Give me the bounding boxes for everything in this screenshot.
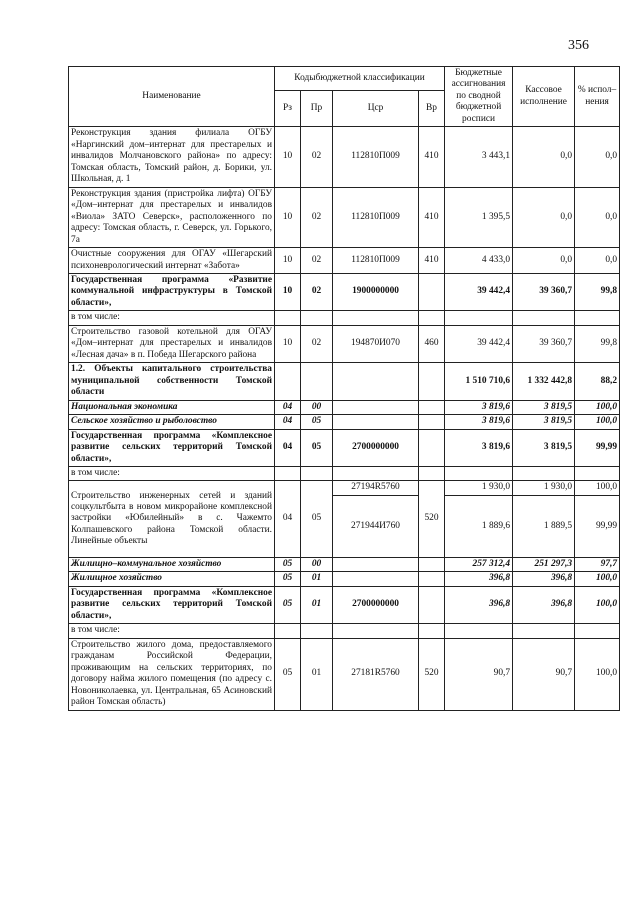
row-name: Государственная программа «Развитие коммунальной инфраструктуры в Томской области», <box>69 273 275 310</box>
row-percent <box>575 311 620 325</box>
row-vr: 460 <box>419 325 445 362</box>
row-vr: 410 <box>419 127 445 187</box>
row-budget <box>445 624 513 638</box>
row-csr <box>333 624 419 638</box>
row-pr: 02 <box>301 127 333 187</box>
row-cash: 251 297,3 <box>513 557 575 571</box>
table-row <box>69 415 620 429</box>
row-budget <box>445 311 513 325</box>
row-percent: 88,2 <box>575 363 620 400</box>
row-percent: 97,7 <box>575 557 620 571</box>
table-row <box>69 467 620 481</box>
row-csr <box>333 311 419 325</box>
row-pr: 05 <box>301 481 333 557</box>
row-pr <box>301 311 333 325</box>
row-rz <box>275 311 301 325</box>
row-name: Жилищное хозяйство <box>69 572 275 586</box>
header-csr: Цср <box>333 90 419 127</box>
row-vr: 410 <box>419 248 445 274</box>
table-row <box>69 363 620 400</box>
row-csr <box>333 557 419 571</box>
table-row <box>69 429 620 466</box>
table-row <box>69 325 620 362</box>
row-pr: 02 <box>301 273 333 310</box>
row-vr: 520 <box>419 638 445 710</box>
row-rz <box>275 624 301 638</box>
row-csr <box>333 415 419 429</box>
row-percent: 99,99 <box>575 429 620 466</box>
row-csr: 2700000000 <box>333 429 419 466</box>
row-pr <box>301 363 333 400</box>
table-row <box>69 400 620 414</box>
row-pr: 05 <box>301 415 333 429</box>
row-rz: 04 <box>275 415 301 429</box>
row-csr: 2700000000 <box>333 586 419 623</box>
row-cash: 3 819,5 <box>513 429 575 466</box>
row-budget: 3 819,6 <box>445 400 513 414</box>
row-vr: 520 <box>419 481 445 557</box>
row-pr <box>301 624 333 638</box>
row-budget: 3 819,6 <box>445 429 513 466</box>
row-name: Очистные сооружения для ОГАУ «Шегарский психоневрологический интернат «Забота» <box>69 248 275 274</box>
row-percent: 100,0 <box>575 572 620 586</box>
table-row <box>69 273 620 310</box>
row-csr: 1900000000 <box>333 273 419 310</box>
row-name: Жилищно–коммунальное хозяйство <box>69 557 275 571</box>
row-percent: 100,0 <box>575 638 620 710</box>
row-vr <box>419 429 445 466</box>
row-percent <box>575 624 620 638</box>
row-csr: 27181R5760 <box>333 638 419 710</box>
row-cash: 1 332 442,8 <box>513 363 575 400</box>
row-cash: 39 360,7 <box>513 273 575 310</box>
row-budget <box>445 467 513 481</box>
row-rz: 04 <box>275 481 301 557</box>
row-vr: 410 <box>419 187 445 247</box>
row-pr: 01 <box>301 638 333 710</box>
row-cash: 0,0 <box>513 127 575 187</box>
table-row <box>69 187 620 247</box>
row-vr <box>419 415 445 429</box>
row-budget: 3 819,6 <box>445 415 513 429</box>
row-vr <box>419 273 445 310</box>
row-pr: 02 <box>301 248 333 274</box>
row-percent: 100,0 <box>575 586 620 623</box>
row-name: Строительство газовой котельной для ОГАУ «Дом–интернат для престарелых и инвалидов «Лесная дача» в п. Победа Шегарского района <box>69 325 275 362</box>
row-cash: 1 930,0 <box>513 481 575 495</box>
table-row <box>69 624 620 638</box>
header-budget: Бюджетные ассигнования по сводной бюджетной росписи <box>445 67 513 127</box>
row-budget: 3 443,1 <box>445 127 513 187</box>
row-name: Реконструкция здания филиала ОГБУ «Наргинский дом–интернат для престарелых и инвалидов Молчановского района» по адресу: Томская область, Томский район, д. Борики, ул. Школьная, д. 1 <box>69 127 275 187</box>
row-pr <box>301 467 333 481</box>
row-budget: 1 889,6 <box>445 495 513 557</box>
row-percent: 100,0 <box>575 415 620 429</box>
row-rz <box>275 363 301 400</box>
row-pr: 02 <box>301 187 333 247</box>
row-budget: 396,8 <box>445 572 513 586</box>
row-budget: 39 442,4 <box>445 325 513 362</box>
row-pr: 01 <box>301 586 333 623</box>
table-row <box>69 586 620 623</box>
row-budget: 4 433,0 <box>445 248 513 274</box>
row-rz: 04 <box>275 429 301 466</box>
row-budget: 1 930,0 <box>445 481 513 495</box>
row-rz: 10 <box>275 127 301 187</box>
row-rz: 05 <box>275 586 301 623</box>
row-cash: 1 889,5 <box>513 495 575 557</box>
row-percent: 99,8 <box>575 325 620 362</box>
row-csr <box>333 400 419 414</box>
row-rz: 10 <box>275 187 301 247</box>
table-row <box>69 248 620 274</box>
row-cash: 396,8 <box>513 586 575 623</box>
row-name: 1.2. Объекты капитального строительства муниципальной собственности Томской области <box>69 363 275 400</box>
row-rz <box>275 467 301 481</box>
row-budget: 1 395,5 <box>445 187 513 247</box>
row-vr <box>419 586 445 623</box>
row-vr <box>419 467 445 481</box>
row-rz: 04 <box>275 400 301 414</box>
header-name: Наименование <box>69 67 275 127</box>
row-vr <box>419 363 445 400</box>
row-name: Государственная программа «Комплексное развитие сельских территорий Томской области», <box>69 429 275 466</box>
row-csr <box>333 572 419 586</box>
row-csr <box>333 363 419 400</box>
row-vr <box>419 624 445 638</box>
row-cash <box>513 624 575 638</box>
row-rz: 05 <box>275 638 301 710</box>
row-percent: 0,0 <box>575 187 620 247</box>
table-row <box>69 572 620 586</box>
row-vr <box>419 311 445 325</box>
row-name: Государственная программа «Комплексное развитие сельских территорий Томской области», <box>69 586 275 623</box>
header-vr: Вр <box>419 90 445 127</box>
row-cash: 39 360,7 <box>513 325 575 362</box>
row-cash <box>513 311 575 325</box>
row-name: Строительство жилого дома, предоставляемого гражданам Российской Федерации, проживающим на сельских территориях, по договору найма жилого помещения (по адресу с. Новониколаевка, ул. Центральная, 65 Асиновский район Томская область) <box>69 638 275 710</box>
row-percent: 99,8 <box>575 273 620 310</box>
row-pr: 01 <box>301 572 333 586</box>
row-cash: 90,7 <box>513 638 575 710</box>
row-percent <box>575 467 620 481</box>
row-percent: 0,0 <box>575 248 620 274</box>
row-name: Национальная экономика <box>69 400 275 414</box>
header-pr: Пр <box>301 90 333 127</box>
row-cash: 0,0 <box>513 248 575 274</box>
table-row <box>69 311 620 325</box>
header-percent: % испол– нения <box>575 67 620 127</box>
row-name: в том числе: <box>69 624 275 638</box>
row-percent: 100,0 <box>575 481 620 495</box>
header-codes: Кодыбюджетной классификации <box>275 67 445 91</box>
row-csr: 194870И070 <box>333 325 419 362</box>
row-name: в том числе: <box>69 467 275 481</box>
row-csr: 112810П009 <box>333 248 419 274</box>
row-percent: 99,99 <box>575 495 620 557</box>
row-pr: 00 <box>301 557 333 571</box>
row-pr: 00 <box>301 400 333 414</box>
row-budget: 1 510 710,6 <box>445 363 513 400</box>
budget-table <box>68 66 620 711</box>
row-vr <box>419 557 445 571</box>
table-row <box>69 481 620 495</box>
row-cash: 3 819,5 <box>513 415 575 429</box>
table-row <box>69 557 620 571</box>
row-pr: 05 <box>301 429 333 466</box>
row-csr: 27194R5760 <box>333 481 419 495</box>
row-budget: 39 442,4 <box>445 273 513 310</box>
row-csr: 271944И760 <box>333 495 419 557</box>
row-csr: 112810П009 <box>333 187 419 247</box>
row-vr <box>419 400 445 414</box>
table-row <box>69 638 620 710</box>
row-cash <box>513 467 575 481</box>
row-percent: 100,0 <box>575 400 620 414</box>
row-rz: 05 <box>275 557 301 571</box>
row-name: Сельское хозяйство и рыболовство <box>69 415 275 429</box>
row-csr: 112810П009 <box>333 127 419 187</box>
page-number: 356 <box>568 38 589 53</box>
row-name: в том числе: <box>69 311 275 325</box>
row-vr <box>419 572 445 586</box>
row-csr <box>333 467 419 481</box>
row-percent: 0,0 <box>575 127 620 187</box>
table-row <box>69 127 620 187</box>
row-rz: 10 <box>275 248 301 274</box>
row-rz: 10 <box>275 273 301 310</box>
row-name: Строительство инженерных сетей и зданий соцкультбыта в новом микрорайоне комплексной застройки «Юбилейный» в с. Чажемто Колпашевского района Томской области. Линейные объекты <box>69 481 275 557</box>
row-budget: 396,8 <box>445 586 513 623</box>
header-rz: Рз <box>275 90 301 127</box>
row-pr: 02 <box>301 325 333 362</box>
row-name: Реконструкция здания (пристройка лифта) ОГБУ «Дом–интернат для престарелых и инвалидов «Виола» ЗАТО Северск», расположенного по адресу: Томская область, г. Северск, ул. Горького, 7а <box>69 187 275 247</box>
row-cash: 3 819,5 <box>513 400 575 414</box>
row-budget: 257 312,4 <box>445 557 513 571</box>
header-cash: Кассовое исполнение <box>513 67 575 127</box>
row-budget: 90,7 <box>445 638 513 710</box>
row-cash: 0,0 <box>513 187 575 247</box>
row-rz: 05 <box>275 572 301 586</box>
row-cash: 396,8 <box>513 572 575 586</box>
row-rz: 10 <box>275 325 301 362</box>
